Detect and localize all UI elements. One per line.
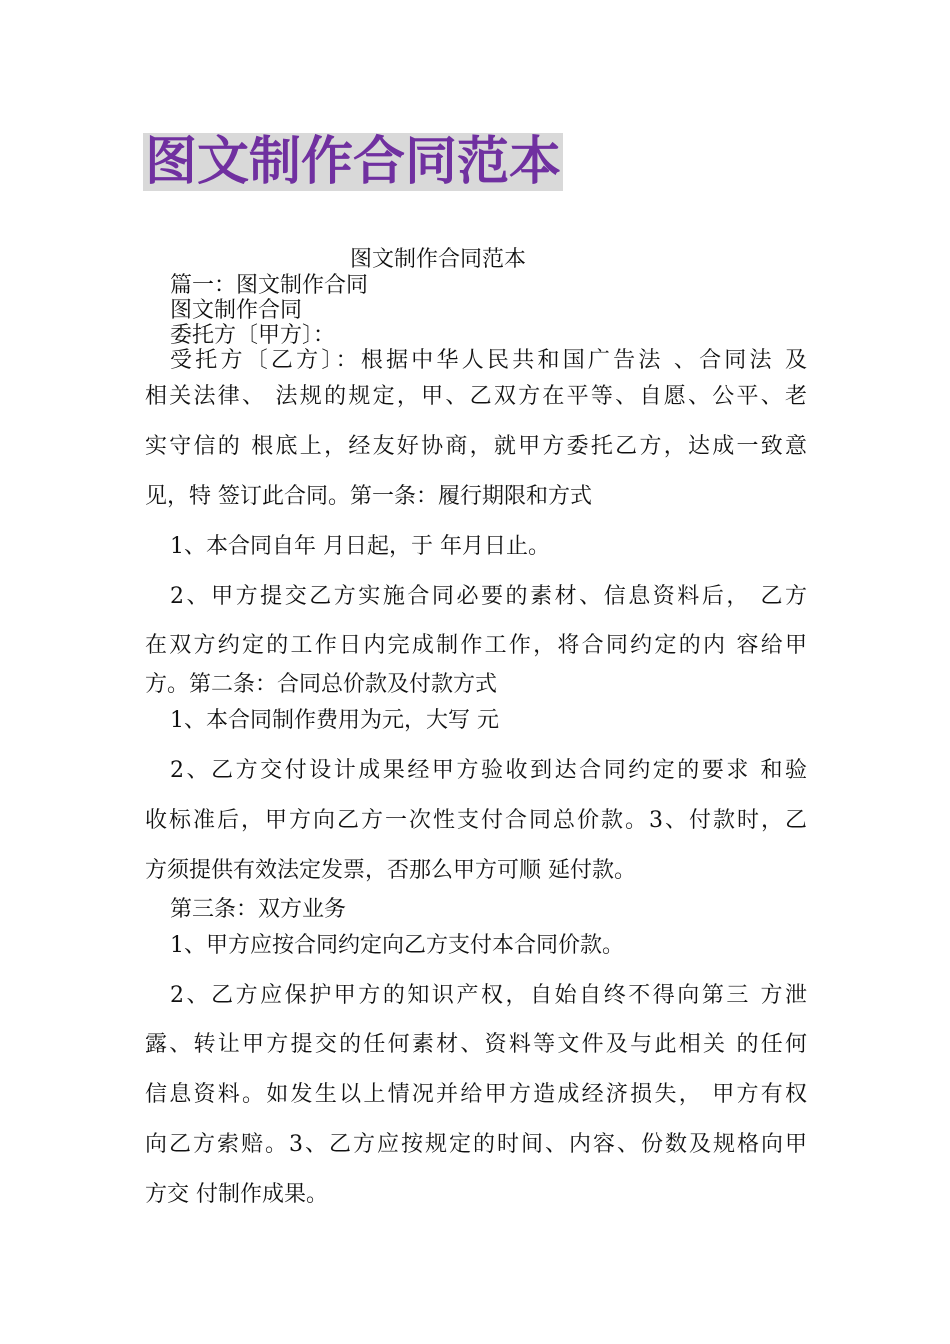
- text-line: 露、转让甲方提交的任何素材、资料等文件及与此相关 的任何: [145, 1032, 807, 1057]
- text-line: 2、甲方提交乙方实施合同必要的素材、信息资料后， 乙方: [170, 584, 807, 609]
- text-line: 相关法律、 法规的规定，甲、乙双方在平等、自愿、公平、老: [145, 384, 807, 409]
- text-line: 2、乙方应保护甲方的知识产权，自始自终不得向第三 方泄: [170, 983, 807, 1008]
- text-line: 方。第二条：合同总价款及付款方式: [145, 672, 498, 697]
- document-title: 图文制作合同范本: [145, 132, 562, 192]
- text-line: 向乙方索赔。3、乙方应按规定的时间、内容、份数及规格向甲: [145, 1132, 807, 1157]
- text-line: 信息资料。如发生以上情况并给甲方造成经济损失， 甲方有权: [145, 1082, 807, 1107]
- text-line: 实守信的 根底上，经友好协商，就甲方委托乙方，达成一致意: [145, 434, 807, 459]
- text-line: 1、本合同制作费用为元，大写 元: [170, 708, 499, 733]
- text-line: 收标准后，甲方向乙方一次性支付合同总价款。3、付款时，乙: [145, 808, 807, 833]
- text-line: 2、乙方交付设计成果经甲方验收到达合同约定的要求 和验: [170, 758, 807, 783]
- text-line: 篇一：图文制作合同: [170, 273, 369, 298]
- text-line: 受托方〔乙方〕：根据中华人民共和国广告法 、合同法 及: [170, 348, 807, 373]
- text-line: 委托方〔甲方〕：: [170, 323, 336, 348]
- text-line: 方须提供有效法定发票，否那么甲方可顺 延付款。: [145, 858, 636, 883]
- text-line: 见，特 签订此合同。第一条：履行期限和方式: [145, 484, 592, 509]
- text-line: 在双方约定的工作日内完成制作工作，将合同约定的内 容给甲: [145, 633, 807, 658]
- text-line: 1、甲方应按合同约定向乙方支付本合同价款。: [170, 933, 624, 958]
- text-line: 第三条：双方业务: [170, 897, 347, 922]
- contract-heading: 图文制作合同范本: [349, 247, 526, 272]
- text-line: 图文制作合同: [170, 298, 303, 323]
- text-line: 1、本合同自年 月日起，于 年月日止。: [170, 534, 550, 559]
- text-line: 方交 付制作成果。: [145, 1182, 328, 1207]
